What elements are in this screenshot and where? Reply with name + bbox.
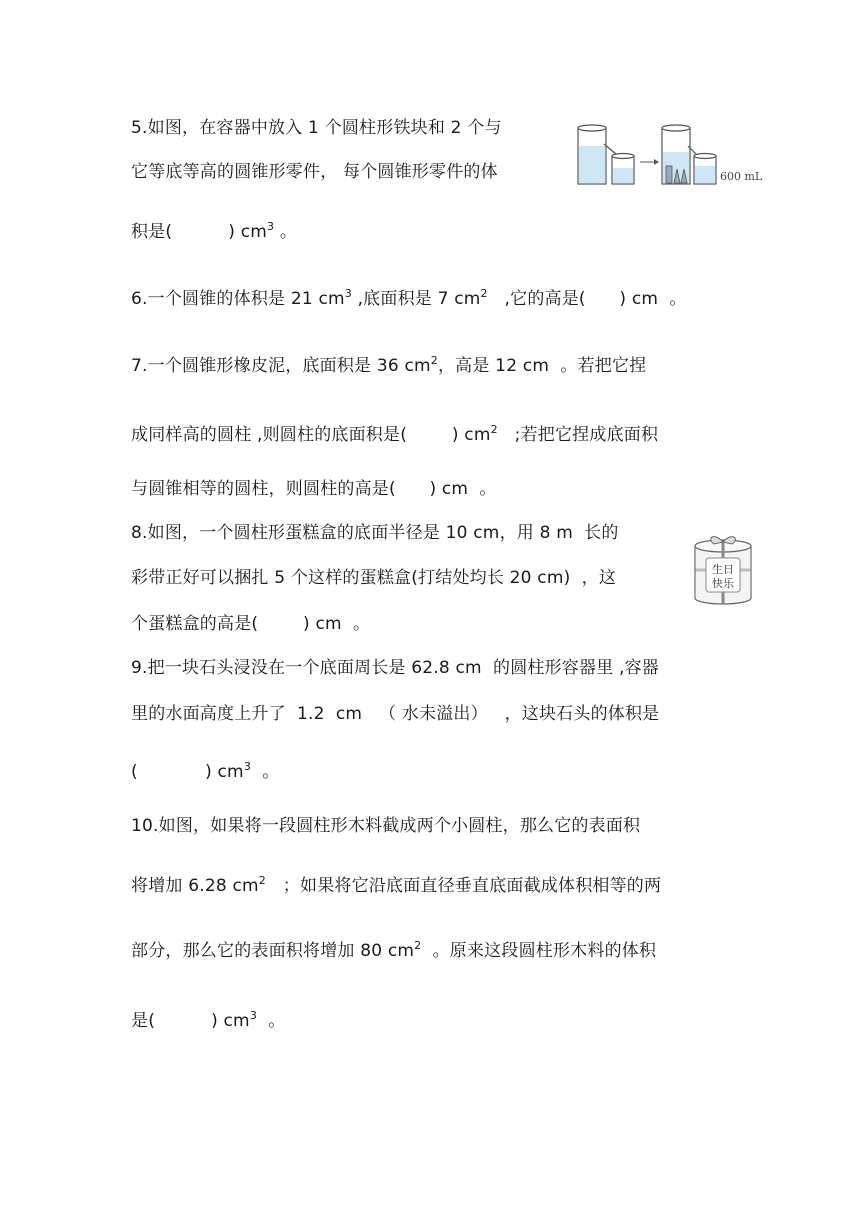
container-figure [576, 122, 766, 190]
cake-box-figure [690, 528, 756, 606]
q5-line1: 5.如图，在容器中放入 1 个圆柱形铁块和 2 个与 [131, 118, 502, 138]
q7-line2: 成同样高的圆柱 ,则圆柱的底面积是( ) $cm^2$ ;若把它捏成底面积 [131, 423, 659, 445]
q10-line2: 将增加 6.28 $cm^2$ ；如果将它沿底面直径垂直底面截成体积相等的两 [131, 874, 662, 896]
q10-line4: 是( ) $cm^3$ 。 [131, 1009, 286, 1031]
q8-line2: 彩带正好可以捆扎 5 个这样的蛋糕盒(打结处均长 20 cm) ，这 [131, 568, 617, 588]
q9-line2: 里的水面高度上升了 1.2 cm （ 水未溢出） ，这块石头的体积是 [131, 704, 660, 724]
q10-line1: 10.如图，如果将一段圆柱形木料截成两个小圆柱，那么它的表面积 [131, 816, 641, 836]
q7-line1: 7.一个圆锥形橡皮泥，底面积是 36 $cm^2$，高是 12 cm 。若把它捏 [131, 354, 647, 376]
q9-line3: ( ) $cm^3$ 。 [131, 760, 280, 782]
q6-line: 6.一个圆锥的体积是 21 $cm^3$ ,底面积是 7 $cm^2$ ,它的高是( ) cm 。 [131, 287, 687, 309]
volume-label: 600 mL [720, 170, 763, 183]
q7-line3: 与圆锥相等的圆柱，则圆柱的高是( ) cm 。 [131, 479, 497, 499]
q8-line3: 个蛋糕盒的高是( ) cm 。 [131, 614, 371, 634]
q5-line3: 积是( ) $cm^3$ 。 [131, 220, 298, 242]
cake-text-2: 快乐 [712, 577, 734, 590]
q8-line1: 8.如图，一个圆柱形蛋糕盒的底面半径是 10 cm，用 8 m 长的 [131, 523, 619, 543]
q5-line2: 它等底等高的圆锥形零件， 每个圆锥形零件的体 [131, 162, 498, 182]
cake-text-1: 生日 [712, 563, 734, 576]
q9-line1: 9.把一块石头浸没在一个底面周长是 62.8 cm 的圆柱形容器里 ,容器 [131, 658, 659, 678]
q10-line3: 部分，那么它的表面积将增加 80 $cm^2$ 。原来这段圆柱形木料的体积 [131, 939, 657, 961]
